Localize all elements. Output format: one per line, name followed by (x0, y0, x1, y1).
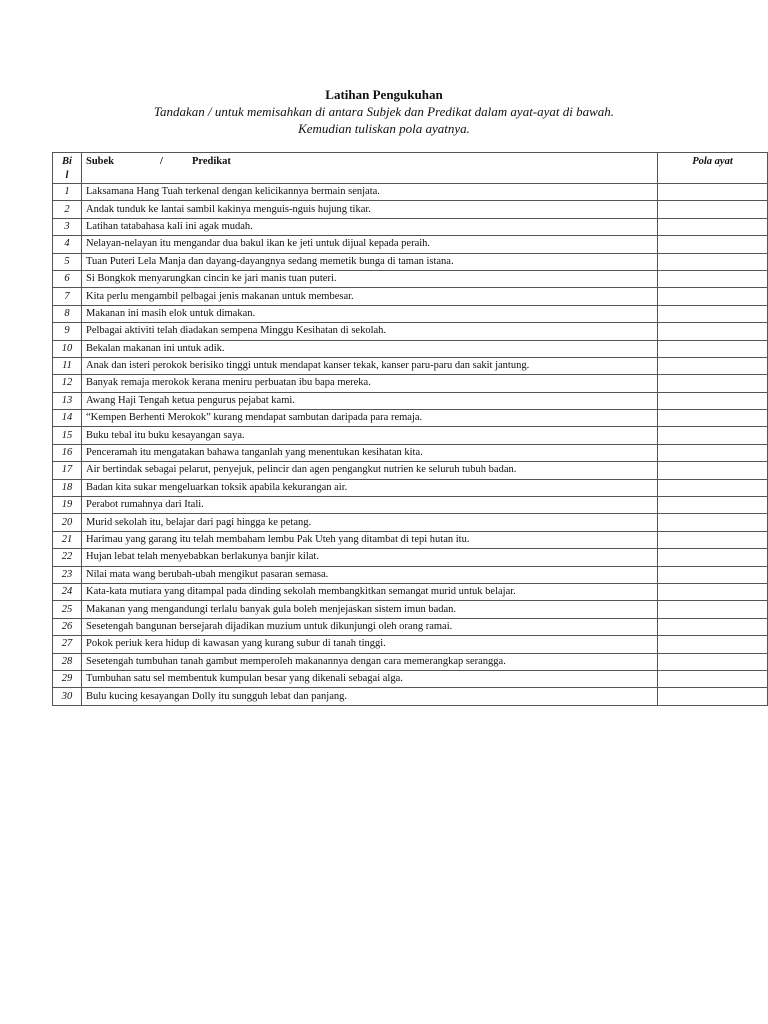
row-number: 10 (53, 340, 82, 357)
sentence-cell[interactable]: Perabot rumahnya dari Itali. (82, 497, 658, 514)
row-number: 6 (53, 270, 82, 287)
pola-ayat-cell[interactable] (658, 670, 768, 687)
instruction-line-1: Tandakan / untuk memisahkan di antara Subjek dan Predikat dalam ayat-ayat di bawah. (153, 104, 615, 119)
table-row (53, 497, 768, 514)
table-row (53, 653, 768, 670)
pola-ayat-cell[interactable] (658, 497, 768, 514)
table-row (53, 549, 768, 566)
pola-ayat-cell[interactable] (658, 549, 768, 566)
table-row (53, 618, 768, 635)
pola-ayat-cell[interactable] (658, 288, 768, 305)
pola-ayat-cell[interactable] (658, 514, 768, 531)
table-row (53, 479, 768, 496)
sentence-cell[interactable]: Latihan tatabahasa kali ini agak mudah. (82, 218, 658, 235)
row-number: 21 (53, 531, 82, 548)
column-header-subek: Subek (86, 156, 115, 167)
table-row (53, 583, 768, 600)
row-number: 12 (53, 375, 82, 392)
sentence-cell[interactable]: Tumbuhan satu sel membentuk kumpulan besar yang dikenali sebagai alga. (82, 670, 658, 687)
sentence-cell[interactable]: Awang Haji Tengah ketua pengurus pejabat kami. (82, 392, 658, 409)
table-row (53, 375, 768, 392)
pola-ayat-cell[interactable] (658, 236, 768, 253)
row-number: 18 (53, 479, 82, 496)
row-number: 8 (53, 305, 82, 322)
pola-ayat-cell[interactable] (658, 618, 768, 635)
table-row (53, 236, 768, 253)
row-number: 4 (53, 236, 82, 253)
table-row (53, 670, 768, 687)
row-number: 13 (53, 392, 82, 409)
pola-ayat-cell[interactable] (658, 305, 768, 322)
row-number: 25 (53, 601, 82, 618)
table-row (53, 410, 768, 427)
pola-ayat-cell[interactable] (658, 375, 768, 392)
table-row (53, 323, 768, 340)
sentence-cell[interactable]: Penceramah itu mengatakan bahawa tanganlah yang menentukan kesihatan kita. (82, 444, 658, 461)
table-row (53, 601, 768, 618)
row-number: 20 (53, 514, 82, 531)
pola-ayat-cell[interactable] (658, 410, 768, 427)
pola-ayat-cell[interactable] (658, 462, 768, 479)
pola-ayat-cell[interactable] (658, 653, 768, 670)
sentence-cell[interactable]: Murid sekolah itu, belajar dari pagi hingga ke petang. (82, 514, 658, 531)
sentence-cell[interactable]: Si Bongkok menyarungkan cincin ke jari manis tuan puteri. (82, 270, 658, 287)
row-number: 17 (53, 462, 82, 479)
sentence-cell[interactable]: Harimau yang garang itu telah membaham lembu Pak Uteh yang ditambat di tepi hutan itu. (82, 531, 658, 548)
sentence-cell[interactable]: Sesetengah tumbuhan tanah gambut memperoleh makanannya dengan cara memerangkap serangga. (82, 653, 658, 670)
row-number: 29 (53, 670, 82, 687)
column-header-predikat: Predikat (192, 156, 231, 167)
row-number: 2 (53, 201, 82, 218)
table-row (53, 357, 768, 374)
table-row (53, 462, 768, 479)
sentence-cell[interactable]: Pelbagai aktiviti telah diadakan sempena Minggu Kesihatan di sekolah. (82, 323, 658, 340)
table-row (53, 688, 768, 705)
row-number: 9 (53, 323, 82, 340)
pola-ayat-cell[interactable] (658, 184, 768, 201)
row-number: 27 (53, 636, 82, 653)
sentence-cell[interactable]: Air bertindak sebagai pelarut, penyejuk, pelincir dan agen pengangkut nutrien ke seluruh tubuh badan. (82, 462, 658, 479)
pola-ayat-cell[interactable] (658, 270, 768, 287)
pola-ayat-cell[interactable] (658, 427, 768, 444)
sentence-cell[interactable]: Andak tunduk ke lantai sambil kakinya menguis-nguis hujung tikar. (82, 201, 658, 218)
row-number: 14 (53, 410, 82, 427)
sentence-cell[interactable]: Bulu kucing kesayangan Dolly itu sungguh lebat dan panjang. (82, 688, 658, 705)
pola-ayat-cell[interactable] (658, 479, 768, 496)
table-row (53, 270, 768, 287)
table-row (53, 201, 768, 218)
table-row (53, 288, 768, 305)
table-row (53, 392, 768, 409)
table-row (53, 218, 768, 235)
column-header-slash: / (160, 156, 163, 167)
row-number: 19 (53, 497, 82, 514)
sentence-cell[interactable]: Kita perlu mengambil pelbagai jenis makanan untuk membesar. (82, 288, 658, 305)
row-number: 16 (53, 444, 82, 461)
column-header-bil-line2: l (65, 170, 69, 181)
worksheet-title: Latihan Pengukuhan (325, 87, 443, 102)
column-header-bil-line1: Bi (62, 156, 72, 167)
row-number: 3 (53, 218, 82, 235)
sentence-cell[interactable]: Bekalan makanan ini untuk adik. (82, 340, 658, 357)
sentence-cell[interactable]: Hujan lebat telah menyebabkan berlakunya banjir kilat. (82, 549, 658, 566)
pola-ayat-cell[interactable] (658, 323, 768, 340)
sentence-cell[interactable]: Sesetengah bangunan bersejarah dijadikan muzium untuk dikunjungi oleh orang ramai. (82, 618, 658, 635)
column-header-bil (53, 153, 82, 184)
sentence-cell[interactable]: Pokok periuk kera hidup di kawasan yang kurang subur di tanah tinggi. (82, 636, 658, 653)
row-number: 7 (53, 288, 82, 305)
table-row (53, 340, 768, 357)
sentence-cell[interactable]: Nilai mata wang berubah-ubah mengikut pasaran semasa. (82, 566, 658, 583)
pola-ayat-cell[interactable] (658, 531, 768, 548)
row-number: 5 (53, 253, 82, 270)
exercise-table (52, 152, 768, 706)
row-number: 26 (53, 618, 82, 635)
sentence-cell[interactable]: Makanan yang mengandungi terlalu banyak gula boleh menjejaskan sistem imun badan. (82, 601, 658, 618)
table-row (53, 636, 768, 653)
pola-ayat-cell[interactable] (658, 636, 768, 653)
table-row (53, 184, 768, 201)
table-row (53, 514, 768, 531)
worksheet-header (0, 86, 768, 137)
table-row (53, 566, 768, 583)
pola-ayat-cell[interactable] (658, 253, 768, 270)
table-row (53, 305, 768, 322)
sentence-cell[interactable]: Makanan ini masih elok untuk dimakan. (82, 305, 658, 322)
sentence-cell[interactable]: “Kempen Berhenti Merokok” kurang mendapat sambutan daripada para remaja. (82, 410, 658, 427)
row-number: 23 (53, 566, 82, 583)
pola-ayat-cell[interactable] (658, 357, 768, 374)
sentence-cell[interactable]: Laksamana Hang Tuah terkenal dengan kelicikannya bermain senjata. (82, 184, 658, 201)
row-number: 24 (53, 583, 82, 600)
pola-ayat-cell[interactable] (658, 201, 768, 218)
pola-ayat-cell[interactable] (658, 688, 768, 705)
column-header-sentence (82, 153, 658, 184)
pola-ayat-cell[interactable] (658, 392, 768, 409)
pola-ayat-cell[interactable] (658, 444, 768, 461)
row-number: 22 (53, 549, 82, 566)
row-number: 30 (53, 688, 82, 705)
column-header-pola-ayat: Pola ayat (658, 153, 768, 184)
pola-ayat-cell[interactable] (658, 218, 768, 235)
row-number: 28 (53, 653, 82, 670)
pola-ayat-cell[interactable] (658, 566, 768, 583)
row-number: 11 (53, 357, 82, 374)
sentence-cell[interactable]: Tuan Puteri Lela Manja dan dayang-dayangnya sedang memetik bunga di taman istana. (82, 253, 658, 270)
row-number: 1 (53, 184, 82, 201)
table-row (53, 444, 768, 461)
table-row (53, 531, 768, 548)
sentence-cell[interactable]: Kata-kata mutiara yang ditampal pada dinding sekolah membangkitkan semangat murid untuk belajar. (82, 583, 658, 600)
table-header-row (53, 153, 768, 184)
instruction-line-2: Kemudian tuliskan pola ayatnya. (298, 121, 470, 136)
table-row (53, 253, 768, 270)
table-body (53, 184, 768, 706)
sentence-cell[interactable]: Buku tebal itu buku kesayangan saya. (82, 427, 658, 444)
pola-ayat-cell[interactable] (658, 583, 768, 600)
sentence-cell[interactable]: Anak dan isteri perokok berisiko tinggi untuk mendapat kanser tekak, kanser paru-paru dan sakit jantung. (82, 357, 658, 374)
pola-ayat-cell[interactable] (658, 340, 768, 357)
pola-ayat-cell[interactable] (658, 601, 768, 618)
table-row (53, 427, 768, 444)
sentence-cell[interactable]: Nelayan-nelayan itu mengandar dua bakul ikan ke jeti untuk dijual kepada peraih. (82, 236, 658, 253)
row-number: 15 (53, 427, 82, 444)
sentence-cell[interactable]: Badan kita sukar mengeluarkan toksik apabila kekurangan air. (82, 479, 658, 496)
sentence-cell[interactable]: Banyak remaja merokok kerana meniru perbuatan ibu bapa mereka. (82, 375, 658, 392)
